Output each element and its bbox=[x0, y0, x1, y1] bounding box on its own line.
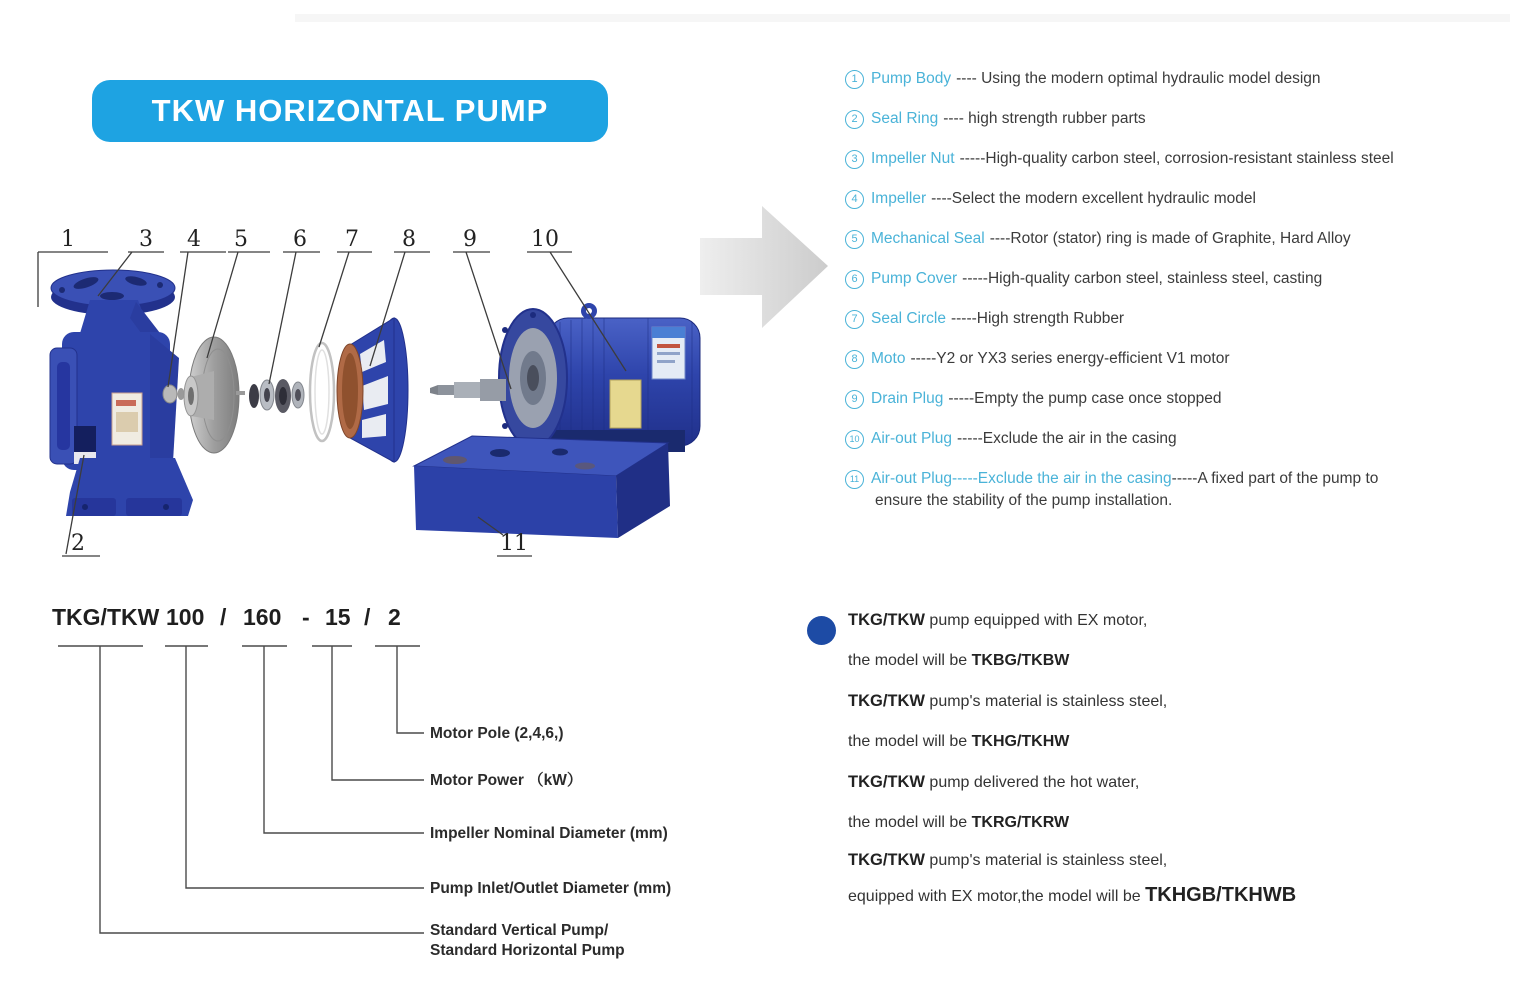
callout-6: 6 bbox=[293, 227, 307, 252]
part-item-4 bbox=[845, 188, 1505, 210]
callout-10: 10 bbox=[531, 227, 559, 252]
label-pump-type-line2: Standard Horizontal Pump bbox=[430, 942, 625, 959]
note-model-code: TKRG/TKRW bbox=[971, 814, 1070, 831]
part-item-10 bbox=[845, 428, 1505, 450]
part-description: ---- Using the modern optimal hydraulic model design bbox=[956, 70, 1321, 87]
note-text: pump equipped with EX motor, bbox=[924, 612, 1148, 629]
note-text: pump's material is stainless steel, bbox=[924, 693, 1168, 710]
part-name: Drain Plug bbox=[871, 390, 944, 407]
part-description: -----High-quality carbon steel, stainless steel, casting bbox=[962, 270, 1323, 287]
label-pump-type-line1: Standard Vertical Pump/ bbox=[430, 922, 609, 939]
part-name: Seal Circle bbox=[871, 310, 946, 327]
part-description-line2: ensure the stability of the pump installation. bbox=[875, 492, 1173, 509]
model-token-power: 15 bbox=[325, 604, 351, 630]
note-model-code: TKHGB/TKHWB bbox=[1145, 884, 1297, 906]
note-item-stainless bbox=[848, 681, 1448, 762]
part-name: Air-out Plug bbox=[871, 470, 952, 487]
impeller-illustration bbox=[184, 337, 239, 453]
part-number-badge: 1 bbox=[845, 70, 864, 89]
note-text: the model will be bbox=[848, 814, 972, 831]
part-name: Pump Body bbox=[871, 70, 952, 87]
part-item-1 bbox=[845, 68, 1505, 90]
seal-circle-illustration bbox=[310, 343, 334, 441]
callout-5: 5 bbox=[234, 227, 248, 252]
shaft-spacer bbox=[236, 391, 245, 395]
page-title-banner bbox=[92, 80, 608, 142]
part-item-9 bbox=[845, 388, 1505, 410]
model-token-slash2: / bbox=[364, 604, 371, 630]
note-lead: TKG/TKW bbox=[848, 611, 925, 629]
part-number-badge: 10 bbox=[845, 430, 864, 449]
part-description: -----Exclude the air in the casing bbox=[956, 430, 1177, 447]
part-name: Mechanical Seal bbox=[871, 230, 985, 247]
part-number-badge: 11 bbox=[845, 470, 864, 489]
note-item-stainless-ex bbox=[848, 843, 1448, 914]
part-name: Moto bbox=[871, 350, 906, 367]
part-number-badge: 5 bbox=[845, 230, 864, 249]
note-model-code: TKHG/TKHW bbox=[971, 733, 1070, 750]
part-name: Impeller bbox=[871, 190, 927, 207]
part-number-badge: 8 bbox=[845, 350, 864, 369]
note-text: pump delivered the hot water, bbox=[924, 774, 1140, 791]
part-number-badge: 9 bbox=[845, 390, 864, 409]
part-name: Impeller Nut bbox=[871, 150, 955, 167]
part-item-2 bbox=[845, 108, 1505, 130]
part-item-6 bbox=[845, 268, 1505, 290]
note-item-hot-water bbox=[848, 762, 1448, 843]
part-description: -----Y2 or YX3 series energy-efficient V1 motor bbox=[910, 350, 1230, 367]
motor-illustration bbox=[430, 303, 700, 452]
label-impeller-diameter: Impeller Nominal Diameter (mm) bbox=[430, 825, 668, 842]
parts-list bbox=[845, 68, 1505, 530]
callout-4: 4 bbox=[187, 227, 201, 252]
note-text: pump's material is stainless steel, bbox=[924, 852, 1168, 869]
note-lead: TKG/TKW bbox=[848, 773, 925, 791]
label-inlet-diameter: Pump Inlet/Outlet Diameter (mm) bbox=[430, 880, 672, 897]
callout-7: 7 bbox=[345, 227, 359, 252]
model-token-pole: 2 bbox=[388, 604, 401, 630]
page-top-streak bbox=[295, 14, 1510, 22]
part-description: ----Rotor (stator) ring is made of Graphite, Hard Alloy bbox=[989, 230, 1351, 247]
part-item-7 bbox=[845, 308, 1505, 330]
callout-3: 3 bbox=[139, 227, 153, 252]
model-token-impeller: 160 bbox=[243, 604, 282, 630]
model-token-series: TKG/TKW bbox=[52, 604, 160, 630]
pump-cover-illustration bbox=[337, 318, 408, 462]
part-description: -----A fixed part of the pump to bbox=[1171, 470, 1379, 487]
part-item-3 bbox=[845, 148, 1505, 170]
model-token-inlet: 100 bbox=[166, 604, 205, 630]
impeller-nut-illustration bbox=[163, 385, 185, 403]
part-description: ---- high strength rubber parts bbox=[943, 110, 1146, 127]
note-item-ex-motor bbox=[848, 600, 1448, 681]
part-description-blue: -----Exclude the air in the casing bbox=[951, 470, 1172, 487]
arrow-right-icon bbox=[700, 206, 828, 328]
part-number-badge: 3 bbox=[845, 150, 864, 169]
part-number-badge: 6 bbox=[845, 270, 864, 289]
part-name: Air-out Plug bbox=[871, 430, 952, 447]
part-description: ----Select the modern excellent hydraulic model bbox=[931, 190, 1256, 207]
callout-2: 2 bbox=[71, 531, 85, 556]
part-name: Pump Cover bbox=[871, 270, 958, 287]
mechanical-seal-illustration bbox=[249, 379, 304, 413]
label-motor-power: Motor Power （kW） bbox=[430, 772, 583, 789]
note-lead: TKG/TKW bbox=[848, 692, 925, 710]
page-title: TKW HORIZONTAL PUMP bbox=[151, 93, 549, 128]
part-number-badge: 7 bbox=[845, 310, 864, 329]
part-item-5 bbox=[845, 228, 1505, 250]
model-token-slash1: / bbox=[220, 604, 227, 630]
note-text: equipped with EX motor,the model will be bbox=[848, 888, 1146, 905]
exploded-pump-diagram bbox=[30, 195, 830, 575]
part-number-badge: 2 bbox=[845, 110, 864, 129]
part-number-badge: 4 bbox=[845, 190, 864, 209]
part-name: Seal Ring bbox=[871, 110, 939, 127]
part-item-8 bbox=[845, 348, 1505, 370]
note-lead: TKG/TKW bbox=[848, 851, 925, 869]
model-variant-notes bbox=[848, 600, 1448, 914]
callout-9: 9 bbox=[463, 227, 477, 252]
note-text: the model will be bbox=[848, 652, 972, 669]
part-item-11 bbox=[845, 468, 1505, 512]
part-description: -----High-quality carbon steel, corrosion-resistant stainless steel bbox=[959, 150, 1394, 167]
part-description: -----Empty the pump case once stopped bbox=[948, 390, 1222, 407]
label-pump-type bbox=[430, 921, 625, 961]
note-text: the model will be bbox=[848, 733, 972, 750]
callout-11: 11 bbox=[500, 531, 528, 556]
label-motor-pole: Motor Pole (2,4,6,) bbox=[430, 725, 564, 742]
motor-base-illustration bbox=[414, 436, 670, 538]
callout-1: 1 bbox=[61, 227, 75, 252]
model-token-dash: - bbox=[302, 604, 310, 630]
callout-8: 8 bbox=[402, 227, 416, 252]
note-model-code: TKBG/TKBW bbox=[971, 652, 1070, 669]
bullet-icon bbox=[807, 616, 836, 645]
part-description: -----High strength Rubber bbox=[950, 310, 1125, 327]
